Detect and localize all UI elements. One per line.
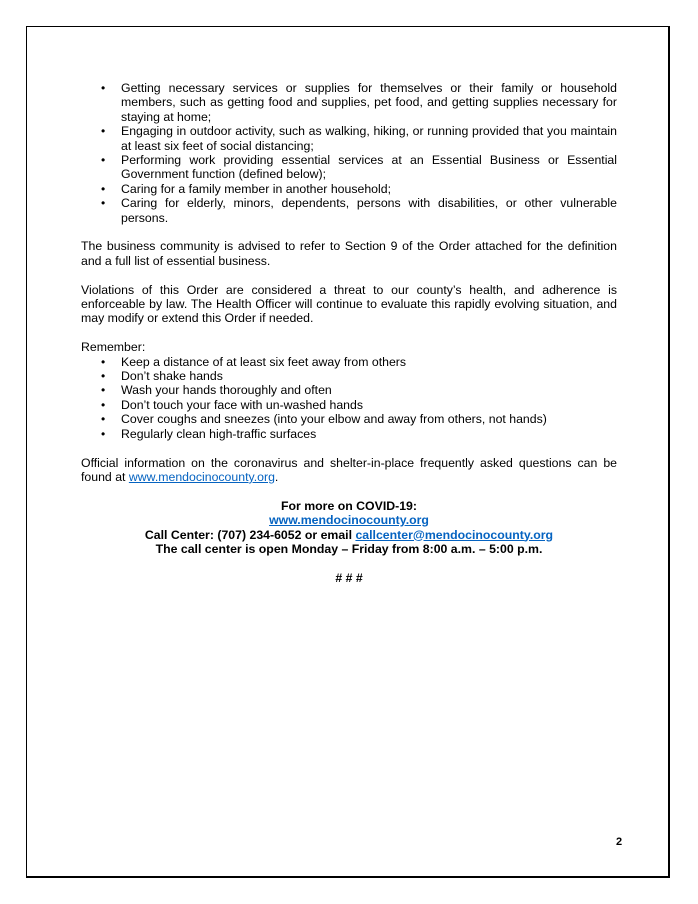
call-center-email-link[interactable]: callcenter@mendocinocounty.org bbox=[355, 527, 554, 542]
end-mark: # # # bbox=[335, 570, 363, 585]
list-item: • Don’t shake hands bbox=[101, 369, 223, 384]
remember-label: Remember: bbox=[81, 340, 146, 355]
page-number: 2 bbox=[616, 836, 623, 848]
bullet-icon: • bbox=[101, 383, 106, 398]
official-info-paragraph: Official information on the coronavirus and shelter-in-place frequently asked questions can be found at www.mendocinocounty.org. bbox=[81, 455, 617, 484]
call-center-hours: The call center is open Monday – Friday from 8:00 a.m. – 5:00 p.m. bbox=[155, 541, 543, 556]
bullet-icon: • bbox=[101, 81, 106, 95]
list-item: • Regularly clean high-traffic surfaces bbox=[101, 426, 317, 441]
activities-list bbox=[81, 81, 617, 225]
bullet-icon: • bbox=[101, 181, 106, 196]
violations-paragraph: Violations of this Order are considered a threat to our county’s health, and adherence is enforceable by law. The Health Officer will continue to evaluate this rapidly evolving situation, and may modify or extend this Order if needed. bbox=[81, 282, 617, 326]
list-item: • Caring for elderly, minors, dependents, persons with disabilities, or other vulnerable persons. bbox=[101, 196, 617, 225]
bullet-icon: • bbox=[101, 397, 106, 412]
list-item: • Don’t touch your face with un-washed hands bbox=[101, 397, 363, 412]
list-item: • Getting necessary services or supplies for themselves or their family or household members, such as getting food and supplies, pet food, and getting supplies necessary for staying at home; bbox=[101, 81, 617, 124]
bullet-icon: • bbox=[101, 196, 106, 211]
bullet-icon: • bbox=[101, 153, 106, 168]
mendocino-county-link[interactable]: www.mendocinocounty.org bbox=[128, 469, 275, 484]
list-item: • Engaging in outdoor activity, such as walking, hiking, or running provided that you maintain at least six feet of social distancing; bbox=[101, 124, 617, 153]
list-item: • Cover coughs and sneezes (into your elbow and away from others, not hands) bbox=[101, 412, 547, 427]
bullet-icon: • bbox=[101, 354, 106, 369]
list-item: • Performing work providing essential services at an Essential Business or Essential Government function (defined below); bbox=[101, 153, 617, 182]
remember-list bbox=[81, 355, 617, 441]
list-item: • Keep a distance of at least six feet away from others bbox=[101, 354, 407, 369]
bullet-icon: • bbox=[101, 426, 106, 441]
covid-info-footer bbox=[81, 499, 617, 585]
call-center-line: Call Center: (707) 234-6052 or email callcenter@mendocinocounty.org bbox=[144, 527, 554, 542]
footer-website-link[interactable]: www.mendocinocounty.org bbox=[269, 513, 429, 528]
footer-heading: For more on COVID-19: bbox=[281, 498, 417, 513]
list-item: • Wash your hands thoroughly and often bbox=[101, 383, 332, 398]
list-item: • Caring for a family member in another household; bbox=[101, 181, 391, 196]
bullet-icon: • bbox=[101, 369, 106, 384]
bullet-icon: • bbox=[101, 124, 106, 139]
document-content bbox=[81, 81, 617, 585]
business-paragraph: The business community is advised to refer to Section 9 of the Order attached for the definition and a full list of essential business. bbox=[81, 239, 617, 268]
bullet-icon: • bbox=[101, 412, 106, 427]
